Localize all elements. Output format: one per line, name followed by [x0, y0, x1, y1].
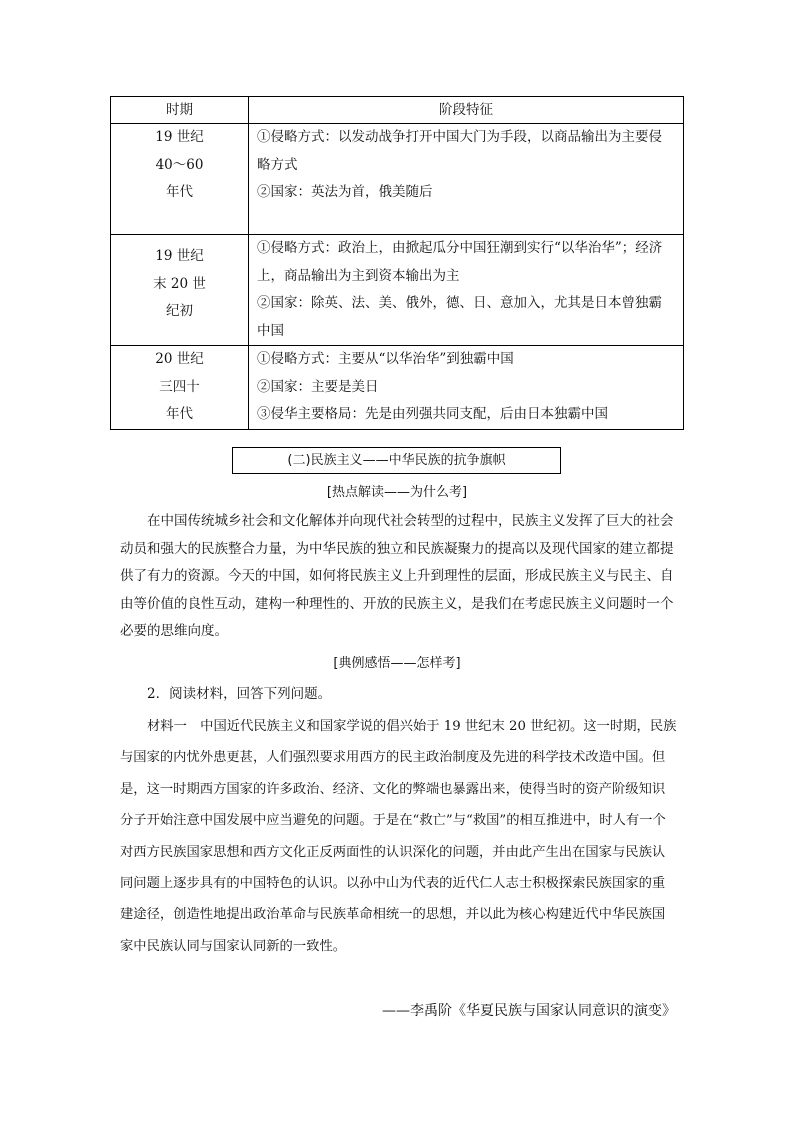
table-row	[111, 124, 684, 235]
table-header-row	[111, 97, 684, 124]
material-source: ——李禹阶《华夏民族与国家认同意识的演变》	[382, 1003, 676, 1019]
question-text: 2．阅读材料，回答下列问题。	[147, 686, 332, 702]
period-cell: 20 世纪 三四十 年代	[111, 346, 249, 430]
history-stage-table	[110, 96, 684, 430]
header-period: 时期	[111, 97, 249, 124]
period-cell: 19 世纪 40～60 年代	[111, 124, 249, 235]
table-row	[111, 346, 684, 430]
hot-topic-paragraph: 在中国传统城乡社会和文化解体并向现代社会转型的过程中，民族主义发挥了巨大的社会动员和强大的民族整合力量，为中华民族的独立和民族凝聚力的提高以及现代国家的建立都提供了有力的资源。今天的中国，如何将民族主义上升到理性的层面，形成民族主义与民主、自由等价值的良性互动，建构一种理性的、开放的民族主义，是我们在考虑民族主义问题时一个必要的思维向度。	[120, 513, 674, 639]
hot-topic-heading: [热点解读——为什么考]	[326, 485, 468, 500]
period-cell: 19 世纪 末 20 世 纪初	[111, 235, 249, 346]
feature-cell: ①侵略方式：主要从“以华治华”到独霸中国 ②国家：主要是美日 ③侵华主要格局：先是由列强共同支配，后由日本独霸中国	[249, 346, 684, 430]
example-heading: [典例感悟——怎样考]	[333, 656, 461, 671]
header-features: 阶段特征	[249, 97, 684, 124]
feature-cell: ①侵略方式：政治上，由掀起瓜分中国狂潮到实行“以华治华”；经济 上，商品输出为主到资本输出为主 ②国家：除英、法、美、俄外，德、日、意加入，尤其是日本曾独霸 中国	[249, 235, 684, 346]
section-title: (二)民族主义——中华民族的抗争旗帜	[232, 447, 561, 474]
table-row	[111, 235, 684, 346]
feature-cell: ①侵略方式：以发动战争打开中国大门为手段，以商品输出为主要侵 略方式 ②国家：英法为首，俄美随后	[249, 124, 684, 235]
material-one-paragraph: 材料一 中国近代民族主义和国家学说的倡兴始于 19 世纪末 20 世纪初。这一时期，民族与国家的内忧外患更甚，人们强烈要求用西方的民主政治制度及先进的科学技术改造中国。但是，这一时期西方国家的许多政治、经济、文化的弊端也暴露出来，使得当时的资产阶级知识分子开始注意中国发展中应当避免的问题。于是在“救亡”与“救国”的相互推进中，时人有一个对西方民族国家思想和西方文化正反两面性的认识深化的问题，并由此产生出在国家与民族认同问题上逐步具有的中国特色的认识。以孙中山为代表的近代仁人志士积极探索民族国家的重建途径，创造性地提出政治革命与民族革命相统一的思想，并以此为核心构建近代中华民族国家中民族认同与国家认同新的一致性。	[120, 719, 677, 954]
